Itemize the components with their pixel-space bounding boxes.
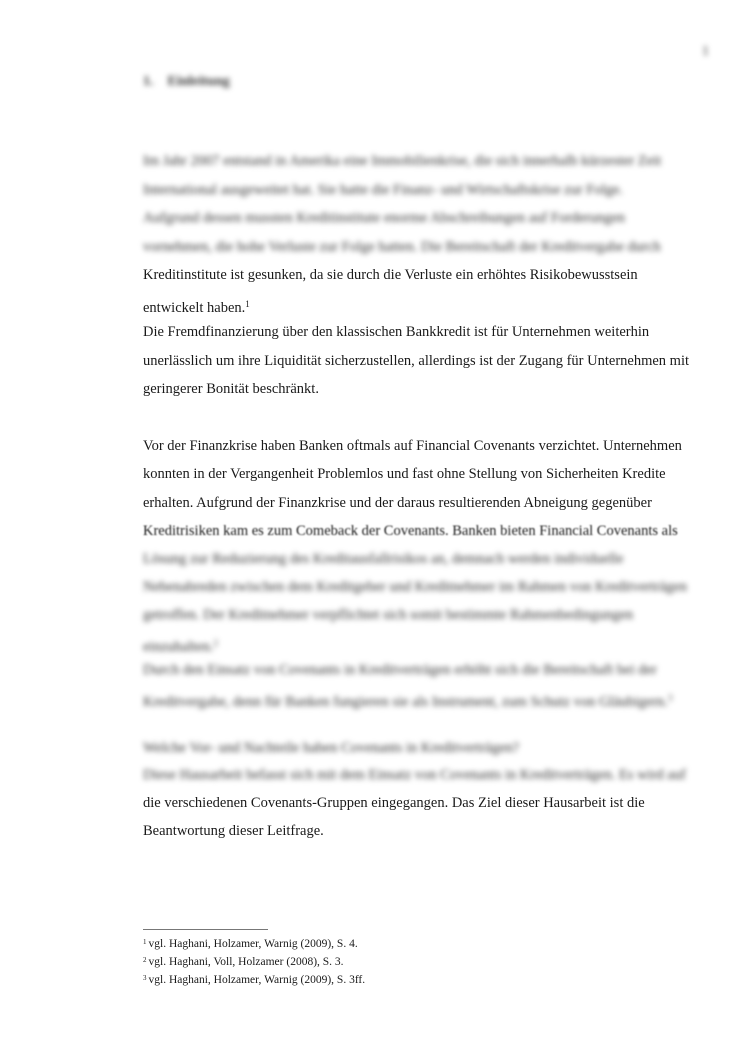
page-number: 1 bbox=[702, 44, 709, 59]
text-line: International ausgeweitet hat. Sie hatte die Finanz- und Wirtschaftskrise zur Folge. bbox=[143, 182, 623, 198]
footnote-marker: 1 bbox=[143, 938, 147, 946]
text-line: Im Jahr 2007 entstand in Amerika eine Immobilienkrise, die sich innerhalb kürzester Zeit bbox=[143, 153, 662, 169]
footnote-marker: 2 bbox=[143, 956, 147, 964]
text-line-content: entwickelt haben. bbox=[143, 300, 246, 316]
text-line bbox=[143, 633, 218, 657]
text-line: Lösung zur Reduzierung des Kreditausfallrisikos an, demnach werden individuelle bbox=[143, 551, 624, 567]
footnote-3 bbox=[143, 974, 365, 986]
section-heading-number: 1. bbox=[143, 74, 154, 89]
text-line: vornehmen, die hohe Verluste zur Folge hatten. Die Bereitschaft der Kreditvergabe durch bbox=[143, 239, 661, 255]
text-line bbox=[143, 688, 672, 712]
text-line: Durch den Einsatz von Covenants in Kreditverträgen erhöht sich die Bereitschaft bei der bbox=[143, 662, 657, 678]
text-line bbox=[143, 294, 250, 318]
text-line-content: Kreditvergabe, denn für Banken fungieren sie als Instrument, zum Schutz von Gläubigern. bbox=[143, 694, 668, 710]
footnote-1 bbox=[143, 938, 358, 950]
text-line: getroffen. Der Kreditnehmer verpflichtet sich somit bestimmte Rahmenbedingungen bbox=[143, 607, 634, 623]
text-line-content: einzuhalten. bbox=[143, 639, 214, 655]
text-line: Beantwortung dieser Leitfrage. bbox=[143, 823, 324, 839]
text-line: unerlässlich um ihre Liquidität sicherzustellen, allerdings ist der Zugang für Unternehmen mit bbox=[143, 353, 690, 369]
text-line: konnten in der Vergangenheit Problemlos und fast ohne Stellung von Sicherheiten Kredite bbox=[143, 466, 666, 482]
text-line: die verschiedenen Covenants-Gruppen eingegangen. Das Ziel dieser Hausarbeit ist die bbox=[143, 795, 645, 811]
text-line: Welche Vor- und Nachteile haben Covenants in Kreditverträgen? bbox=[143, 740, 520, 756]
footnote-text: vgl. Haghani, Holzamer, Warnig (2009), S. 3ff. bbox=[148, 974, 366, 986]
footnote-text: vgl. Haghani, Holzamer, Warnig (2009), S. 4. bbox=[148, 938, 358, 950]
text-line: Aufgrund dessen mussten Kreditinstitute enorme Abschreibungen auf Forderungen bbox=[143, 210, 626, 226]
footnote-marker: 3 bbox=[143, 974, 147, 982]
section-heading-title: Einleitung bbox=[167, 74, 230, 89]
text-line: Vor der Finanzkrise haben Banken oftmals auf Financial Covenants verzichtet. Unternehmen bbox=[143, 438, 682, 454]
text-line: Diese Hausarbeit befasst sich mit dem Einsatz von Covenants in Kreditverträgen. Es wird auf bbox=[143, 767, 686, 783]
text-line: erhalten. Aufgrund der Finanzkrise und der daraus resultierenden Abneigung gegenüber bbox=[143, 495, 652, 511]
text-line: Kreditrisiken kam es zum Comeback der Covenants. Banken bieten Financial Covenants als bbox=[143, 523, 678, 539]
footnote-ref: 3 bbox=[667, 693, 673, 703]
footnote-ref: 1 bbox=[245, 299, 250, 309]
text-line: Kreditinstitute ist gesunken, da sie durch die Verluste ein erhöhtes Risikobewusstsein bbox=[143, 267, 638, 283]
footnote-text: vgl. Haghani, Voll, Holzamer (2008), S. 3. bbox=[148, 956, 344, 968]
footnote-ref: 2 bbox=[213, 638, 218, 648]
footnote-2 bbox=[143, 956, 344, 968]
text-line: Nebenabreden zwischen dem Kreditgeber und Kreditnehmer im Rahmen von Kreditverträgen bbox=[143, 579, 687, 595]
footnote-separator bbox=[143, 929, 268, 930]
text-line: geringerer Bonität beschränkt. bbox=[143, 381, 319, 397]
text-line: Die Fremdfinanzierung über den klassischen Bankkredit ist für Unternehmen weiterhin bbox=[143, 324, 650, 340]
section-heading bbox=[143, 74, 230, 90]
